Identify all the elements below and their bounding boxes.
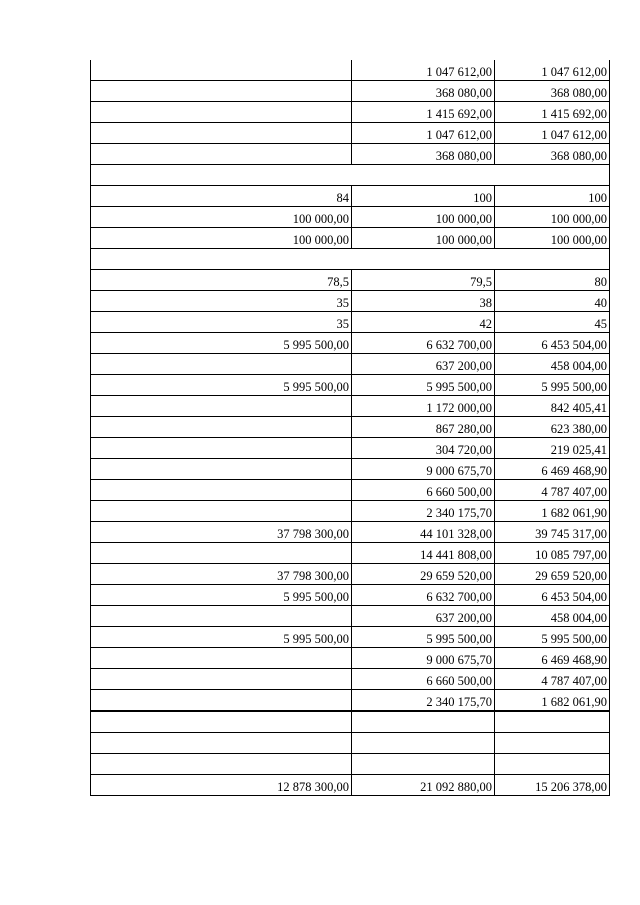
table-row (91, 123, 610, 144)
table-cell-col2: 38 (352, 291, 495, 312)
table-cell-col1 (91, 81, 352, 102)
table-cell-col2: 21 092 880,00 (352, 775, 495, 796)
table-cell-col1: 5 995 500,00 (91, 375, 352, 396)
table-row (91, 459, 610, 480)
table-cell-col3 (495, 711, 610, 733)
table-cell-col3: 1 415 692,00 (495, 102, 610, 123)
table-cell-col1 (91, 690, 352, 712)
table-row (91, 501, 610, 522)
table-cell-col2: 1 415 692,00 (352, 102, 495, 123)
table-cell-col3: 6 453 504,00 (495, 585, 610, 606)
table-cell-col1: 100 000,00 (91, 228, 352, 249)
table-row (91, 144, 610, 165)
table-cell-col3: 6 469 468,90 (495, 648, 610, 669)
table-cell-col3: 6 469 468,90 (495, 459, 610, 480)
table-cell-col1 (91, 354, 352, 375)
table-cell-col3: 10 085 797,00 (495, 543, 610, 564)
table-row (91, 754, 610, 775)
table-cell-col1: 35 (91, 312, 352, 333)
table-cell-col1: 78,5 (91, 270, 352, 291)
table-cell-col3: 1 682 061,90 (495, 690, 610, 712)
table-cell-col3: 80 (495, 270, 610, 291)
table-row (91, 775, 610, 796)
table-cell-col3: 5 995 500,00 (495, 627, 610, 648)
table-row (91, 438, 610, 459)
table-cell-col3 (495, 733, 610, 754)
table-row (91, 312, 610, 333)
table-row (91, 333, 610, 354)
table-cell-col3: 15 206 378,00 (495, 775, 610, 796)
table-cell-col1 (91, 60, 352, 81)
table-row (91, 375, 610, 396)
table-row (91, 396, 610, 417)
table-cell-col1: 84 (91, 186, 352, 207)
table-cell-col1: 5 995 500,00 (91, 627, 352, 648)
table-cell-col1 (91, 711, 352, 733)
table-cell-col3: 100 000,00 (495, 207, 610, 228)
table-cell-col2 (352, 733, 495, 754)
table-cell-col3: 100 000,00 (495, 228, 610, 249)
table-cell-col1 (91, 501, 352, 522)
table-cell-col2: 2 340 175,70 (352, 690, 495, 712)
table-cell-col3 (495, 754, 610, 775)
table-cell-col1 (91, 396, 352, 417)
table-cell-col2 (352, 711, 495, 733)
table-row (91, 81, 610, 102)
table-row (91, 186, 610, 207)
table-cell-col2: 637 200,00 (352, 354, 495, 375)
table-cell-col1: 5 995 500,00 (91, 585, 352, 606)
table-cell-col2: 100 000,00 (352, 207, 495, 228)
table-cell-col1 (91, 123, 352, 144)
table-cell-col1 (91, 480, 352, 501)
table-row (91, 207, 610, 228)
table-cell-col3: 1 682 061,90 (495, 501, 610, 522)
table-cell-col1: 100 000,00 (91, 207, 352, 228)
table-cell-col3: 842 405,41 (495, 396, 610, 417)
table-row (91, 270, 610, 291)
table-row (91, 733, 610, 754)
table-cell-col2: 1 047 612,00 (352, 123, 495, 144)
table-cell-col2: 79,5 (352, 270, 495, 291)
table-cell-col2: 5 995 500,00 (352, 627, 495, 648)
budget-table (90, 60, 610, 796)
table-cell-col3: 623 380,00 (495, 417, 610, 438)
table-row (91, 669, 610, 690)
table-cell-col2: 100 000,00 (352, 228, 495, 249)
table-cell-col3: 458 004,00 (495, 606, 610, 627)
table-cell-col2: 14 441 808,00 (352, 543, 495, 564)
table-cell-col2: 304 720,00 (352, 438, 495, 459)
table-cell-col2: 42 (352, 312, 495, 333)
table-cell-col3: 40 (495, 291, 610, 312)
table-cell-col1 (91, 606, 352, 627)
table-cell-col1 (91, 543, 352, 564)
table-row (91, 564, 610, 585)
table-cell-col1 (91, 417, 352, 438)
table-cell-col1: 37 798 300,00 (91, 522, 352, 543)
table-cell-col3: 5 995 500,00 (495, 375, 610, 396)
table-cell-col2: 29 659 520,00 (352, 564, 495, 585)
table-cell-col2: 6 632 700,00 (352, 585, 495, 606)
table-cell-col2: 637 200,00 (352, 606, 495, 627)
table-row (91, 648, 610, 669)
table-cell-col1 (91, 102, 352, 123)
table-cell-col2 (352, 754, 495, 775)
table-row (91, 543, 610, 564)
table-row (91, 60, 610, 81)
spacer-row (91, 165, 610, 186)
table-cell-col1 (91, 648, 352, 669)
table-cell-col3: 39 745 317,00 (495, 522, 610, 543)
table-cell-col2: 5 995 500,00 (352, 375, 495, 396)
table-cell-col1 (91, 144, 352, 165)
table-row (91, 711, 610, 733)
table-cell-col3: 458 004,00 (495, 354, 610, 375)
table-row (91, 522, 610, 543)
table-cell-col1 (91, 754, 352, 775)
table-cell-col3: 29 659 520,00 (495, 564, 610, 585)
table-cell-col2: 368 080,00 (352, 144, 495, 165)
table-row (91, 606, 610, 627)
table-cell-col2: 6 632 700,00 (352, 333, 495, 354)
table-cell-col1: 12 878 300,00 (91, 775, 352, 796)
table-cell-col2: 368 080,00 (352, 81, 495, 102)
spacer-row (91, 249, 610, 270)
table-cell-col2: 6 660 500,00 (352, 480, 495, 501)
table-cell-col1 (91, 438, 352, 459)
table-cell-col2: 6 660 500,00 (352, 669, 495, 690)
spacer-cell (91, 249, 610, 270)
table-cell-col2: 1 047 612,00 (352, 60, 495, 81)
table-cell-col1 (91, 669, 352, 690)
spacer-cell (91, 165, 610, 186)
table-cell-col3: 4 787 407,00 (495, 480, 610, 501)
table-cell-col2: 2 340 175,70 (352, 501, 495, 522)
table-row (91, 291, 610, 312)
table-cell-col2: 867 280,00 (352, 417, 495, 438)
table-cell-col3: 6 453 504,00 (495, 333, 610, 354)
table-row (91, 627, 610, 648)
table-row (91, 354, 610, 375)
table-cell-col2: 100 (352, 186, 495, 207)
table-cell-col1 (91, 733, 352, 754)
table-row (91, 102, 610, 123)
table-row (91, 480, 610, 501)
table-row (91, 417, 610, 438)
table-cell-col3: 368 080,00 (495, 81, 610, 102)
table-cell-col3: 219 025,41 (495, 438, 610, 459)
table-cell-col3: 1 047 612,00 (495, 123, 610, 144)
table-cell-col3: 100 (495, 186, 610, 207)
table-cell-col2: 9 000 675,70 (352, 648, 495, 669)
table-row (91, 228, 610, 249)
table-cell-col3: 45 (495, 312, 610, 333)
table-cell-col3: 368 080,00 (495, 144, 610, 165)
table-row (91, 690, 610, 712)
table-row (91, 585, 610, 606)
table-cell-col2: 1 172 000,00 (352, 396, 495, 417)
table-cell-col2: 9 000 675,70 (352, 459, 495, 480)
budget-table-body (91, 60, 610, 796)
table-cell-col3: 4 787 407,00 (495, 669, 610, 690)
table-cell-col1: 37 798 300,00 (91, 564, 352, 585)
budget-table-sheet (90, 60, 609, 796)
table-cell-col2: 44 101 328,00 (352, 522, 495, 543)
table-cell-col1: 35 (91, 291, 352, 312)
table-cell-col1: 5 995 500,00 (91, 333, 352, 354)
table-cell-col1 (91, 459, 352, 480)
table-cell-col3: 1 047 612,00 (495, 60, 610, 81)
